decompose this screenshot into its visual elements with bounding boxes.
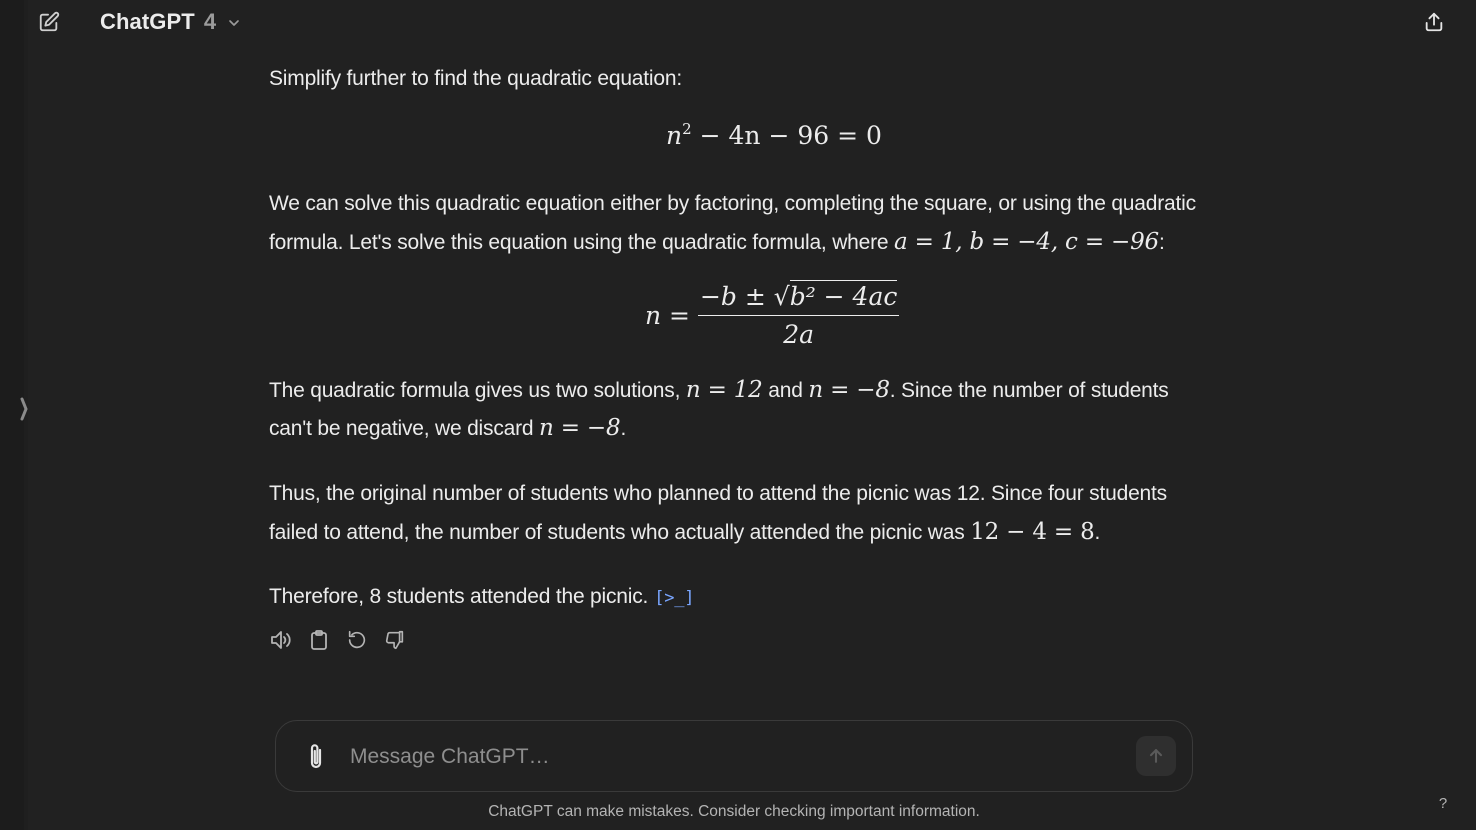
share-icon — [1423, 11, 1445, 33]
model-selector[interactable] — [92, 4, 250, 40]
inline-math: n = −8 — [808, 377, 890, 403]
message-paragraph: failed to attend, the number of students who actually attended the picnic was 12 − 4 = 8. — [269, 519, 1101, 545]
disclaimer-text: ChatGPT can make mistakes. Consider checking important information. — [488, 803, 980, 820]
share-button[interactable] — [1414, 2, 1454, 42]
fraction: $\frac{\text{−b ± √b² − 4ac}}{2a}$ — [699, 282, 898, 349]
chevron-down-icon — [226, 15, 242, 31]
equation-quadratic: $n^2 - 4n - 96 = 0$ — [666, 120, 882, 150]
sidebar-toggle-button[interactable] — [14, 392, 34, 426]
message-paragraph: Therefore, 8 students attended the picnic. [>_] — [269, 585, 695, 608]
regenerate-icon — [346, 629, 368, 651]
thumbs-down-button[interactable] — [383, 626, 407, 654]
message-paragraph: We can solve this quadratic equation either by factoring, completing the square, or using the quadratic — [269, 192, 1196, 215]
message-composer — [275, 720, 1193, 792]
model-version: 4 — [203, 9, 217, 34]
message-paragraph: formula. Let's solve this equation using the quadratic formula, where a = 1, b = −4, c = −96: — [269, 229, 1165, 255]
paperclip-icon — [305, 742, 327, 772]
new-chat-button[interactable] — [28, 2, 70, 42]
edit-icon — [38, 11, 60, 33]
message-input[interactable] — [350, 739, 1110, 775]
send-button[interactable] — [1136, 736, 1176, 776]
regenerate-button[interactable] — [345, 626, 369, 654]
header — [0, 0, 1476, 44]
chevron-right-icon — [19, 395, 29, 423]
code-citation-link[interactable]: [>_] — [654, 588, 695, 608]
read-aloud-button[interactable] — [269, 626, 293, 654]
equation-quadratic-formula: n = $\frac{\text{−b ± √b² − 4ac}}{2a}$ — [645, 282, 898, 349]
help-button[interactable]: ? — [1438, 794, 1448, 812]
model-name: ChatGPT — [100, 9, 195, 34]
copy-icon — [309, 629, 329, 651]
message-paragraph: The quadratic formula gives us two solutions, n = 12 and n = −8. Since the number of students — [269, 377, 1169, 403]
arrow-up-icon — [1146, 746, 1166, 766]
message-actions — [269, 626, 407, 654]
inline-math: n = 12 — [685, 377, 763, 403]
inline-math: a = 1, b = −4, c = −96 — [894, 229, 1159, 255]
thumbs-down-icon — [384, 629, 406, 651]
attach-button[interactable] — [298, 739, 334, 775]
inline-math: 12 − 4 = 8 — [970, 519, 1095, 545]
inline-math: n = −8 — [539, 415, 621, 441]
read-aloud-icon — [269, 629, 293, 651]
message-paragraph: Simplify further to find the quadratic equation: — [269, 67, 682, 90]
copy-button[interactable] — [307, 626, 331, 654]
message-paragraph: can't be negative, we discard n = −8. — [269, 415, 627, 441]
message-paragraph: Thus, the original number of students who planned to attend the picnic was 12. Since four students — [269, 482, 1167, 505]
